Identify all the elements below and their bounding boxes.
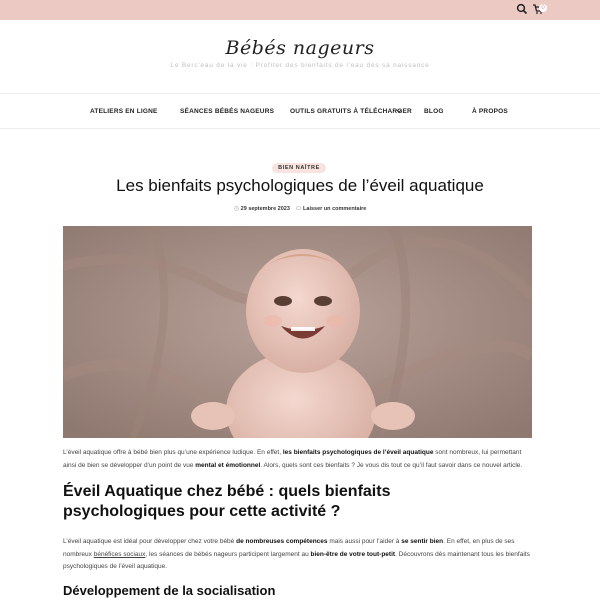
- nav-item-seances[interactable]: SÉANCES BÉBÉS NAGEURS: [180, 108, 275, 115]
- comment-icon: [296, 206, 301, 211]
- cart-count-badge: 0: [539, 4, 547, 12]
- nav-item-ateliers[interactable]: ATELIERS EN LIGNE: [90, 108, 158, 115]
- comments-link[interactable]: Laisser un commentaire: [303, 206, 367, 212]
- search-icon[interactable]: [516, 3, 528, 15]
- main-nav: [0, 93, 600, 129]
- intro-paragraph: L’éveil aquatique offre à bébé bien plus qu’une expérience ludique. En effet, les bienfaits psychologiques de l’éveil aquatique sont nombreux, lui permettant ainsi de bien se développer d’un point de vue mental et émotionnel. Alors, quels sont ces bienfaits ? Je vous dis tout ce qu’il faut savoir dans ce nouvel article.: [63, 449, 523, 469]
- page-title: Les bienfaits psychologiques de l’éveil aquatique: [116, 176, 484, 195]
- site-tagline: Le Berc'eau de la vie : Profiter des bienfaits de l'eau dès sa naissance: [170, 62, 430, 69]
- post-meta: [0, 206, 600, 212]
- section-paragraph: L’éveil aquatique est idéal pour développer chez votre bébé de nombreuses compétences mais aussi pour l’aider à se sentir bien. En effet, en plus de ses nombreux bénéfices sociaux, les séances de bébés nageurs participent largement au bien-être de votre tout-petit. Découvrons dès maintenant tous les bienfaits psychologiques de l’éveil aquatique.: [63, 538, 530, 570]
- nav-item-outils[interactable]: OUTILS GRATUITS À TÉLÉCHARGER: [290, 108, 412, 115]
- chevron-down-icon[interactable]: [396, 108, 402, 114]
- subsection-heading: Développement de la socialisation: [63, 583, 276, 598]
- nav-item-blog[interactable]: BLOG: [424, 108, 444, 115]
- hero-image: [63, 226, 532, 438]
- post-date[interactable]: 29 septembre 2023: [240, 206, 290, 212]
- clock-icon: [234, 206, 239, 211]
- section-heading: Éveil Aquatique chez bébé : quels bienfaits psychologiques pour cette activité ?: [63, 483, 391, 520]
- site-logo[interactable]: Bébés nageurs: [225, 37, 375, 59]
- nav-item-a-propos[interactable]: À PROPOS: [472, 108, 508, 115]
- top-bar: [0, 0, 600, 20]
- benefits-link[interactable]: bénéfices sociaux: [93, 550, 146, 558]
- category-badge[interactable]: BIEN NAÎTRE: [272, 163, 326, 173]
